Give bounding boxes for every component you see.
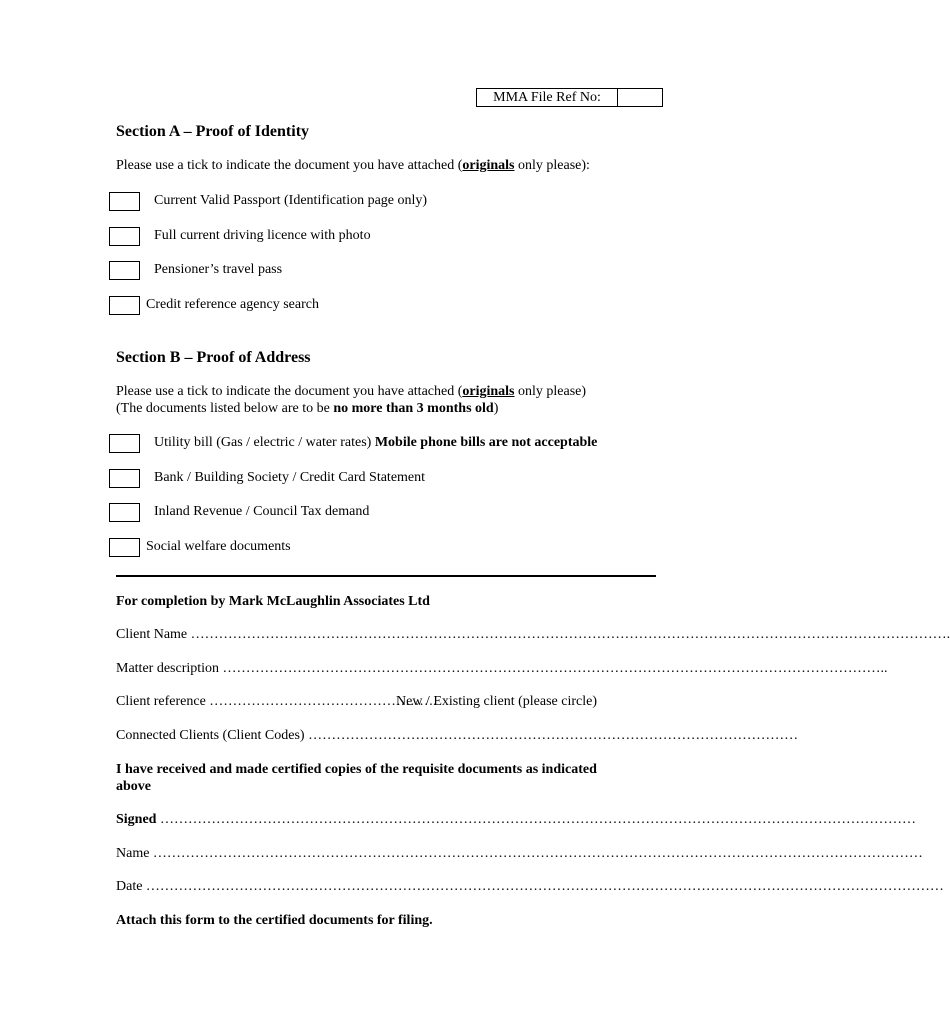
signed-field[interactable] [116,812,916,828]
file-ref-box [476,88,663,107]
completion-heading: For completion by Mark McLaughlin Associates Ltd [116,594,430,609]
checkbox-driving-licence[interactable] [109,227,140,246]
connected-clients-field[interactable]: Connected Clients (Client Codes) …………………………………………………………………………………………… [116,728,799,743]
date-field[interactable]: Date ……………………………………………………………………………………………………………………………………………………… [116,879,944,894]
section-b-instruction-post: only please) [514,384,587,399]
section-b-note-bold: no more than 3 months old [333,401,494,416]
section-a-instruction-post: only please): [514,158,590,173]
matter-description-field[interactable]: Matter description …………………………………………………………………………………………………………………………….. [116,661,888,676]
checkbox-council-tax[interactable] [109,503,140,522]
section-b-note-post: ) [493,401,499,416]
section-b-instruction [116,384,586,400]
section-b-note-pre: (The documents listed below are to be [116,401,334,416]
section-b-instruction-pre: Please use a tick to indicate the document you have attached ( [116,384,463,399]
declaration-line-2: above [116,779,151,794]
checkbox-bank-statement[interactable] [109,469,140,488]
item-bank-statement: Bank / Building Society / Credit Card Statement [154,470,426,485]
new-existing-client[interactable]: New / Existing client (please circle) [396,694,597,709]
section-divider [116,575,656,577]
item-travel-pass: Pensioner’s travel pass [154,262,283,277]
client-name-field[interactable]: Client Name ………………………………………………………………………………………………………………………………………………. [116,627,950,642]
client-reference-field[interactable]: Client reference …………………………………………. [116,694,437,709]
item-social-welfare: Social welfare documents [146,539,291,554]
item-utility-bill-text: Utility bill (Gas / electric / water rates) [154,435,375,450]
section-a-instruction-pre: Please use a tick to indicate the document you have attached ( [116,158,463,173]
item-driving-licence: Full current driving licence with photo [154,228,371,243]
section-b-title: Section B – Proof of Address [116,349,311,366]
item-utility-bill [154,435,597,451]
checkbox-utility-bill[interactable] [109,434,140,453]
declaration-line-1: I have received and made certified copies of the requisite documents as indicated [116,762,597,777]
section-a-instruction [116,158,590,174]
section-a-instruction-emph: originals [462,158,515,173]
item-utility-bill-warning: Mobile phone bills are not acceptable [374,435,598,450]
checkbox-travel-pass[interactable] [109,261,140,280]
signed-dots: ……………………………………………………………………………………………………………………………………………… [156,812,916,827]
signed-label: Signed [116,812,157,827]
file-ref-label: MMA File Ref No: [477,89,618,106]
footer-instruction: Attach this form to the certified documents for filing. [116,913,433,928]
item-passport: Current Valid Passport (Identification page only) [154,193,428,208]
item-credit-search: Credit reference agency search [146,297,319,312]
section-a-title: Section A – Proof of Identity [116,123,310,140]
name-field[interactable]: Name ………………………………………………………………………………………………………………………………………………… [116,846,923,861]
section-b-instruction-emph: originals [462,384,515,399]
item-council-tax: Inland Revenue / Council Tax demand [154,504,370,519]
file-ref-input[interactable] [618,89,662,106]
checkbox-social-welfare[interactable] [109,538,140,557]
section-b-note [116,401,498,417]
checkbox-passport[interactable] [109,192,140,211]
checkbox-credit-search[interactable] [109,296,140,315]
